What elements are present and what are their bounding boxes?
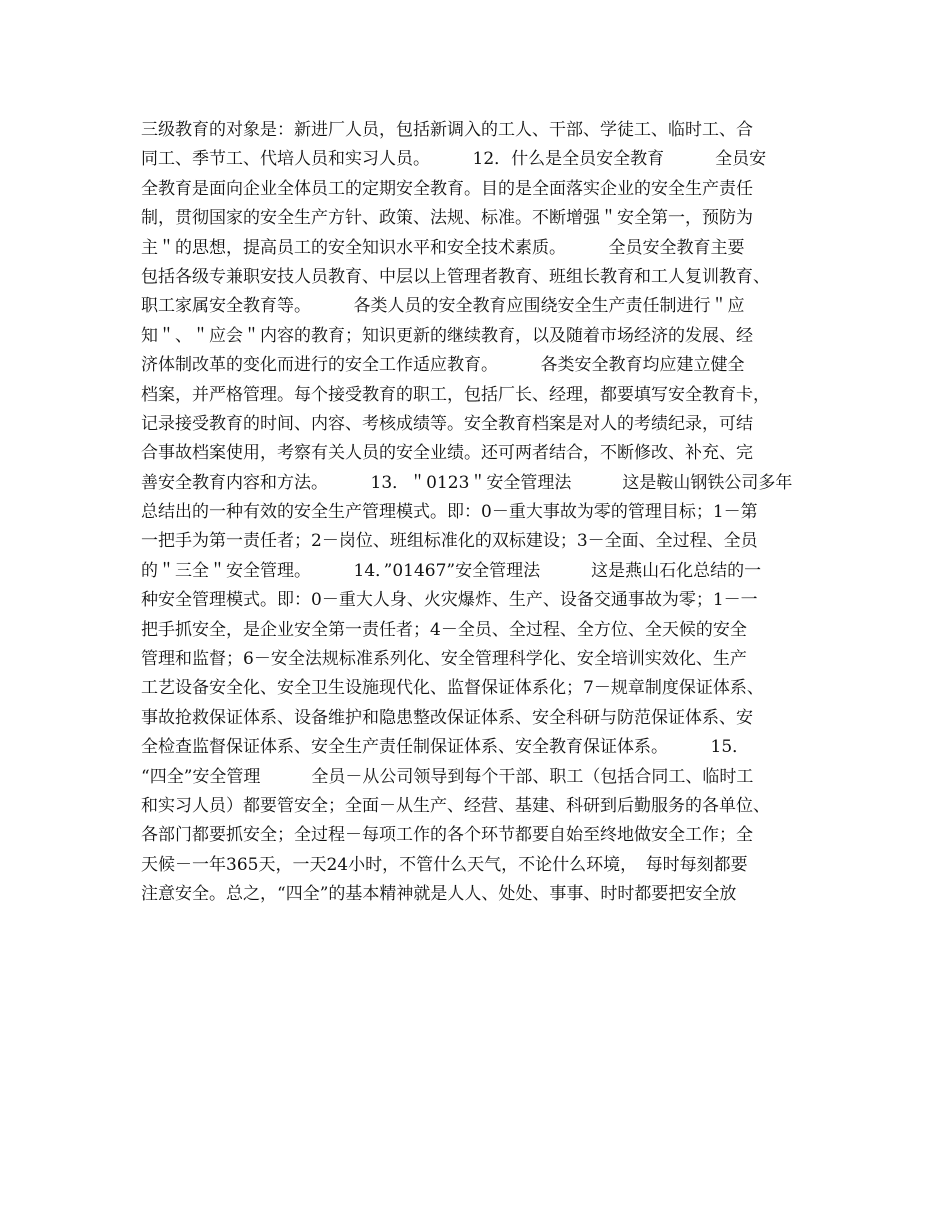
text-line: 三级教育的对象是：新进厂人员，包括新调入的工人、干部、学徒工、临时工、合 [141, 120, 753, 140]
text-line: 包括各级专兼职安技人员教育、中层以上管理者教育、班组长教育和工人复训教育、 [141, 266, 770, 287]
body-text [141, 116, 841, 910]
text-line: 记录接受教育的时间、内容、考核成绩等。安全教育档案是对人的考绩纪录，可结 [141, 413, 753, 434]
text-line: 和实习人员）都要管安全；全面－从生产、经营、基建、科研到后勤服务的各单位、 [141, 795, 770, 816]
text-line: 种安全管理模式。即：0－重大人身、火灾爆炸、生产、设备交通事故为零；1－一 [141, 590, 758, 611]
text-line: 主＂的思想，提高员工的安全知识水平和安全技术素质。 全员安全教育主要 [141, 237, 745, 258]
text-line: 善安全教育内容和方法。 13．＂0123＂安全管理法 这是鞍山钢铁公司多年 [141, 472, 793, 493]
text-line: 管理和监督；6－安全法规标准系列化、安全管理科学化、安全培训实效化、生产 [141, 649, 747, 670]
text-line: 把手抓安全，是企业安全第一责任者；4－全员、全过程、全方位、全天候的安全 [141, 619, 747, 640]
text-line: 各部门都要抓安全；全过程－每项工作的各个环节都要自始至终地做安全工作；全 [141, 825, 753, 846]
text-line: 职工家属安全教育等。 各类人员的安全教育应围绕安全生产责任制进行＂应 [141, 296, 745, 317]
text-line: 全教育是面向企业全体员工的定期安全教育。目的是全面落实企业的安全生产责任 [141, 178, 753, 199]
text-line: 制，贯彻国家的安全生产方针、政策、法规、标准。不断增强＂安全第一，预防为 [141, 208, 753, 229]
text-line: 的＂三全＂安全管理。 14．”01467”安全管理法 这是燕山石化总结的一 [141, 560, 762, 581]
text-line: 天候－一年365天，一天24小时，不管什么天气，不论什么环境， 每时每刻都要 [141, 854, 748, 875]
text-line: 同工、季节工、代培人员和实习人员。 12．什么是全员安全教育 全员安 [141, 149, 767, 170]
text-line: 一把手为第一责任者；2－岗位、班组标准化的双标建设；3－全面、全过程、全员 [141, 531, 758, 552]
text-line: 档案，并严格管理。每个接受教育的职工，包括厂长、经理，都要填写安全教育卡， [141, 384, 770, 405]
text-line: 事故抢救保证体系、设备维护和隐患整改保证体系、安全科研与防范保证体系、安 [141, 707, 753, 728]
text-line: 合事故档案使用，考察有关人员的安全业绩。还可两者结合，不断修改、补充、完 [141, 443, 753, 464]
text-line: 总结出的一种有效的安全生产管理模式。即：0－重大事故为零的管理目标；1－第 [141, 502, 758, 523]
text-line: 知＂、＂应会＂内容的教育；知识更新的继续教育，以及随着市场经济的发展、经 [141, 325, 753, 346]
text-line: 注意安全。总之，“四全”的基本精神就是人人、处处、事事、时时都要把安全放 [141, 884, 737, 905]
text-line: 全检查监督保证体系、安全生产责任制保证体系、安全教育保证体系。 15． [141, 737, 750, 758]
text-line: 济体制改革的变化而进行的安全工作适应教育。 各类安全教育均应建立健全 [141, 355, 745, 376]
text-line: 工艺设备安全化、安全卫生设施现代化、监督保证体系化；7－规章制度保证体系、 [141, 678, 764, 699]
text-line: “四全”安全管理 全员－从公司领导到每个干部、职工（包括合同工、临时工 [141, 766, 754, 787]
